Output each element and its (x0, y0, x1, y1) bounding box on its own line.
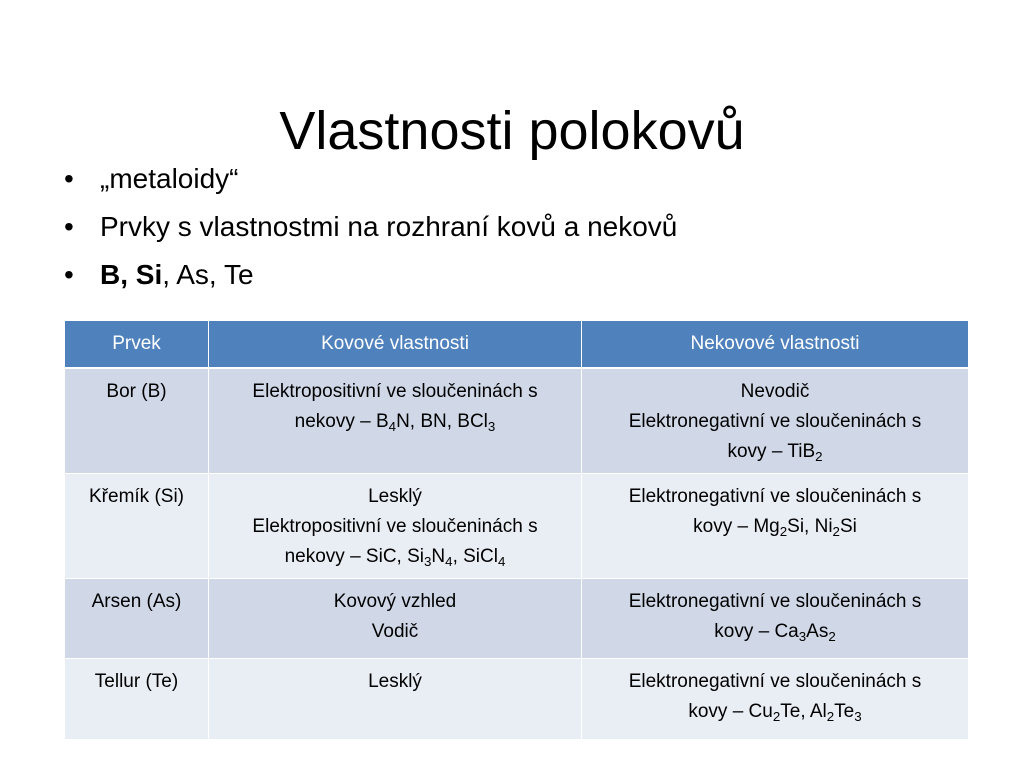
header-element: Prvek (65, 321, 209, 369)
header-nonmetallic: Nekovové vlastnosti (582, 321, 969, 369)
table-row (65, 474, 969, 579)
cell-metallic: Kovový vzhled Vodič (209, 579, 582, 659)
bullet-text: „metaloidy“ (100, 163, 239, 194)
cell-metallic: Lesklý Elektropositivní ve sloučeninách s nekovy – SiC, $Si_3N_4$, SiCl$_4$ (209, 474, 582, 579)
cell-element: Bor (B) (65, 368, 209, 474)
bullet-text-bold: B, Si (100, 259, 163, 290)
table-row (65, 579, 969, 659)
bullet-icon: • (64, 163, 74, 194)
bullet-item (64, 203, 964, 251)
table-header-row (65, 321, 969, 369)
table-row (65, 368, 969, 474)
bullet-text: Prvky s vlastnostmi na rozhraní kovů a nekovů (100, 211, 678, 242)
cell-metallic: Lesklý (209, 659, 582, 739)
bullet-list (64, 155, 964, 299)
page-title: Vlastnosti polokovů (279, 101, 745, 162)
table-row (65, 659, 969, 739)
cell-metallic: Elektropositivní ve sloučeninách s nekovy – $B_4N$, BN, BCl$_3$ (209, 368, 582, 474)
cell-nonmetallic: Elektronegativní ve sloučeninách s kovy – $Ca_3As_2$ (582, 579, 969, 659)
bullet-icon: • (64, 211, 74, 242)
cell-element: Tellur (Te) (65, 659, 209, 739)
cell-nonmetallic: Elektronegativní ve sloučeninách s kovy – $Mg_2Si$, $Ni_2Si$ (582, 474, 969, 579)
cell-element: Křemík (Si) (65, 474, 209, 579)
cell-element: Arsen (As) (65, 579, 209, 659)
properties-table (64, 320, 969, 739)
bullet-text: , As, Te (162, 259, 254, 290)
bullet-item (64, 251, 964, 299)
cell-nonmetallic: Nevodič Elektronegativní ve sloučeninách s kovy – TiB$_2$ (582, 368, 969, 474)
header-metallic: Kovové vlastnosti (209, 321, 582, 369)
bullet-item (64, 155, 964, 203)
bullet-icon: • (64, 259, 74, 290)
cell-nonmetallic: Elektronegativní ve sloučeninách s kovy – $Cu_2Te$, $Al_2Te_3$ (582, 659, 969, 739)
